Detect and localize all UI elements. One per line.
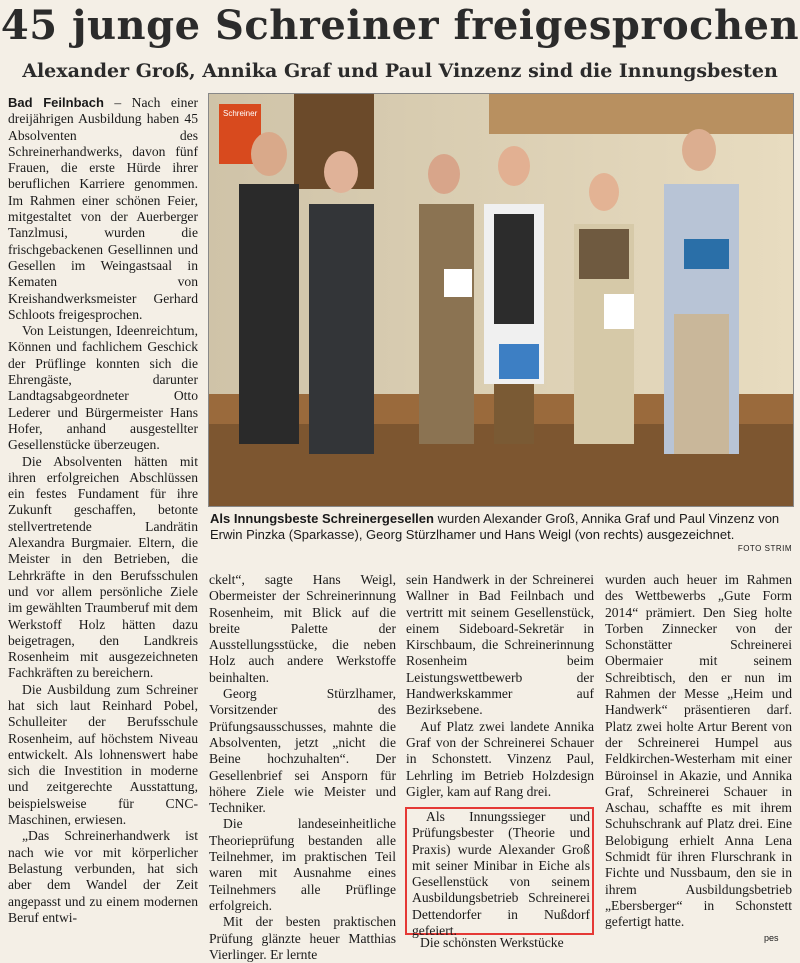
paragraph: Auf Platz zwei landete Annika Graf von der Schreinerei Schauer in Schonstett. Vinzenz Paul, Lehrling im Betrieb Holzdesign Gigler, kam auf Rang drei. <box>406 718 594 799</box>
paragraph: Die landeseinheitliche Theorieprüfung bestanden alle Teilnehmer, im praktischen Teil waren mit Ausnahme eines Teilnehmers alle Prüflinge erfolgreich. <box>209 816 396 913</box>
article-column-3 <box>406 572 594 800</box>
article-column-2 <box>209 572 396 963</box>
paragraph: „Das Schreinerhandwerk ist nach wie vor mit körperlicher Belastung verbunden, hat sich aber dem Wandel der Zeit angepasst und zu einem modernen Beruf entwi- <box>8 828 198 925</box>
dateline: Bad Feilnbach <box>8 95 104 110</box>
paragraph: Georg Stürzlhamer, Vorsitzender des Prüfungsausschusses, mahnte die Absolventen, jetzt „nicht die Beine hochzuhalten“. Der Gesellenbrief sei Ansporn für höhere Ziele wie Meister und Techniker. <box>209 686 396 816</box>
caption-text: wurden Alexander Groß, Annika Graf und Paul Vinzenz von Erwin Pinzka (Sparkasse), Georg Stürzlhamer und Hans Weigl (von rechts) ausgezeichnet. <box>210 511 780 542</box>
paragraph: Die Absolventen hätten mit ihren erfolgreichen Abschlüssen ein festes Fundament für ihre Zukunft geschaffen, betonte stellvertretende Landrätin Alexandra Burgmaier. Eltern, die Meister in den Betrieben, die Lehrkräfte in den Berufsschulen und vor allem persönliche Ziele im gewählten Traumberuf mit dem Werkstoff Holz hätten dazu beigetragen, den Landkreis Rosenheim mit ausgezeichneten Fachkräften zu bereichern. <box>8 453 198 681</box>
caption-lead: Als Innungsbeste Schreinergesellen <box>210 511 434 526</box>
paragraph: sein Handwerk in der Schreinerei Wallner in Bad Feilnbach und vertritt mit seinem Gesellenstück, einem Sideboard-Sekretär in Kirschbaum, die Schreinerinnung Rosenheim beim Leistungswettbewerb der Handwerkskammer auf Bezirksebene. <box>406 572 594 718</box>
paragraph: ckelt“, sagte Hans Weigl, Obermeister der Schreinerinnung Rosenheim, mit Blick auf die breite Palette der Ausstellungsstücke, die neben Holz auch andere Werkstoffe beinhalten. <box>209 572 396 685</box>
subheadline: Alexander Groß, Annika Graf und Paul Vinzenz sind die Innungsbesten <box>22 60 778 82</box>
author-signature: pes <box>764 933 779 943</box>
paragraph: Mit der besten praktischen Prüfung glänzte heuer Matthias Vierlinger. Er lernte <box>209 914 396 962</box>
article-column-1 <box>8 95 198 926</box>
highlighted-paragraph: Als Innungssieger und Prüfungsbester (Theorie und Praxis) wurde Alexander Groß mit seiner Minibar in Eiche als Gesellenstück von seinem Ausbildungsbetrieb Schreinerei Dettendorfer in Nußdorf gefeiert. <box>412 809 590 939</box>
paragraph: wurden auch heuer im Rahmen des Wettbewerbs „Gute Form 2014“ prämiert. Den Sieg holte Torben Zinnecker von der Schonstätter Schreinerei Obermaier mit seinem Schreibtisch, den er nun im Rahmen der Messe „Heim und Handwerk“ präsentieren darf. Platz zwei holte Artur Berent von der Schreinerei Humpel aus Feldkirchen-Westerham mit einer Büroinsel in Akazie, und Annika Graf, Schreinerei Schauer in Aschau, schaffte es mit ihrem Schuhschrank auf Platz drei. Eine Belobigung erhielt Anna Lena Schmidt für ihren Flurschrank in Fichte und Nussbaum, den sie in ihrem Ausbildungsbetrieb „Ebersberger“ in Schonstett gefertigt hatte. <box>605 572 792 930</box>
photo-credit: FOTO STRIM <box>737 544 792 553</box>
headline: 45 junge Schreiner freigesprochen <box>0 2 800 49</box>
paragraph: Von Leistungen, Ideenreichtum, Können und fachlichem Geschick der Prüflinge konnten sich die Ehrengäste, darunter Landtagsabgeordneter Otto Lederer und Bürgermeister Hans Hofer, anhand ausgestellter Gesellenstücke überzeugen. <box>8 323 198 453</box>
paragraph: Die Ausbildung zum Schreiner hat sich laut Reinhard Pobel, Schulleiter der Berufsschule Rosenheim, auf höchstem Niveau entwickelt. Als lohnenswert habe sich die Investition in moderne und zeitgerechte Ausstattung, beispielsweise für CNC-Maschinen, erwiesen. <box>8 681 198 828</box>
group-photo <box>208 93 794 507</box>
photo-caption <box>210 511 792 543</box>
article-column-4 <box>605 572 792 931</box>
paragraph: Bad Feilnbach – Nach einer dreijährigen Ausbildung haben 45 Absolventen des Schreinerhandwerks, davon fünf Frauen, die erste Hürde ihrer beruflichen Karriere genommen. Im Rahmen einer schönen Feier, mitgestaltet von der Auerberger Tanzlmusi, wurden die frischgebackenen Gesellinnen und Gesellen im Weingastsaal in Kematen von Kreishandwerksmeister Gerhard Schloots freigesprochen. <box>8 95 199 322</box>
sign-text: Schreiner <box>223 109 258 118</box>
photo-illustration <box>209 94 793 506</box>
paragraph-start: Die schönsten Werkstücke <box>420 935 564 950</box>
